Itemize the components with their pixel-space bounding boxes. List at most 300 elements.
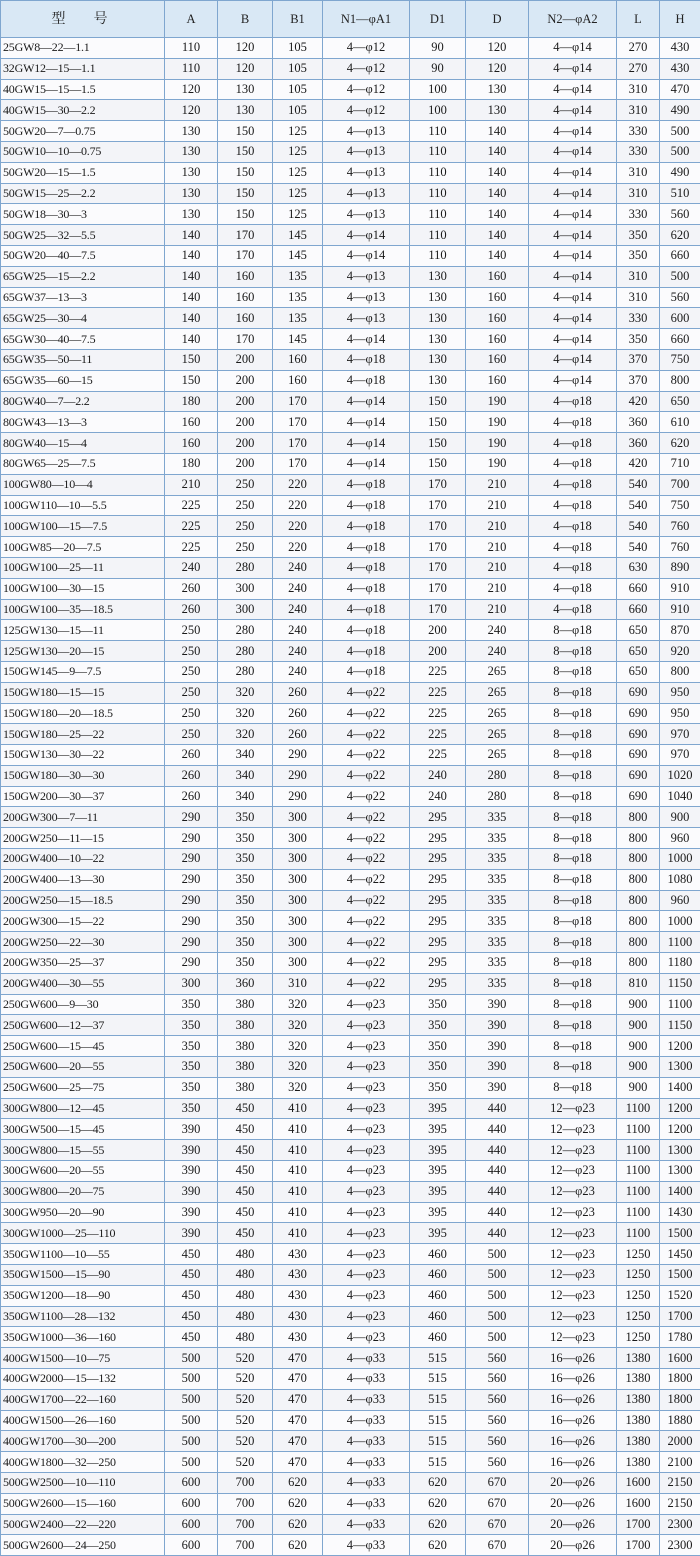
cell-n2-a2: 4—φ14 — [529, 141, 617, 162]
cell-h: 890 — [660, 557, 700, 578]
cell-b1: 470 — [273, 1431, 323, 1452]
cell-b: 480 — [218, 1265, 273, 1286]
cell-d: 130 — [466, 100, 529, 121]
cell-b1: 290 — [273, 786, 323, 807]
cell-l: 1600 — [617, 1472, 660, 1493]
cell-d: 240 — [466, 620, 529, 641]
cell-a: 225 — [165, 495, 218, 516]
cell-n1-a1: 4—φ22 — [323, 953, 410, 974]
cell-a: 450 — [165, 1306, 218, 1327]
table-row — [1, 58, 700, 79]
cell-b: 350 — [218, 807, 273, 828]
table-row — [1, 1327, 700, 1348]
cell-n1-a1: 4—φ13 — [323, 141, 410, 162]
cell-b: 450 — [218, 1098, 273, 1119]
cell-d1: 170 — [410, 495, 466, 516]
cell-b1: 260 — [273, 682, 323, 703]
cell-l: 800 — [617, 807, 660, 828]
cell-n1-a1: 4—φ18 — [323, 537, 410, 558]
cell-d: 140 — [466, 162, 529, 183]
cell-d: 210 — [466, 599, 529, 620]
cell-n2-a2: 16—φ26 — [529, 1431, 617, 1452]
cell-n1-a1: 4—φ22 — [323, 745, 410, 766]
cell-h: 1880 — [660, 1410, 700, 1431]
cell-n1-a1: 4—φ18 — [323, 620, 410, 641]
cell-model: 65GW25—30—4 — [1, 308, 165, 329]
cell-l: 1100 — [617, 1119, 660, 1140]
cell-d: 440 — [466, 1202, 529, 1223]
cell-n1-a1: 4—φ33 — [323, 1369, 410, 1390]
cell-n2-a2: 4—φ18 — [529, 578, 617, 599]
table-row — [1, 807, 700, 828]
cell-d: 190 — [466, 391, 529, 412]
cell-b1: 470 — [273, 1369, 323, 1390]
cell-b: 120 — [218, 58, 273, 79]
cell-n2-a2: 8—φ18 — [529, 661, 617, 682]
cell-h: 710 — [660, 453, 700, 474]
cell-n1-a1: 4—φ18 — [323, 370, 410, 391]
cell-l: 800 — [617, 953, 660, 974]
cell-b1: 470 — [273, 1410, 323, 1431]
cell-model: 80GW40—15—4 — [1, 433, 165, 454]
cell-h: 1800 — [660, 1389, 700, 1410]
cell-d: 140 — [466, 204, 529, 225]
cell-n2-a2: 16—φ26 — [529, 1452, 617, 1473]
cell-n1-a1: 4—φ23 — [323, 1327, 410, 1348]
cell-d1: 350 — [410, 1015, 466, 1036]
cell-a: 500 — [165, 1452, 218, 1473]
cell-a: 140 — [165, 225, 218, 246]
cell-n2-a2: 20—φ26 — [529, 1535, 617, 1556]
cell-n1-a1: 4—φ18 — [323, 516, 410, 537]
cell-n2-a2: 12—φ23 — [529, 1119, 617, 1140]
cell-b: 250 — [218, 516, 273, 537]
cell-b1: 220 — [273, 516, 323, 537]
table-row — [1, 1410, 700, 1431]
cell-b: 450 — [218, 1119, 273, 1140]
cell-d1: 170 — [410, 557, 466, 578]
cell-n1-a1: 4—φ18 — [323, 599, 410, 620]
cell-b: 340 — [218, 765, 273, 786]
cell-n1-a1: 4—φ23 — [323, 1161, 410, 1182]
cell-h: 490 — [660, 162, 700, 183]
cell-d: 335 — [466, 973, 529, 994]
cell-n1-a1: 4—φ22 — [323, 911, 410, 932]
cell-b1: 105 — [273, 79, 323, 100]
table-row — [1, 225, 700, 246]
cell-n2-a2: 4—φ14 — [529, 287, 617, 308]
cell-d1: 460 — [410, 1244, 466, 1265]
cell-b: 380 — [218, 1015, 273, 1036]
cell-n1-a1: 4—φ12 — [323, 58, 410, 79]
cell-n2-a2: 12—φ23 — [529, 1181, 617, 1202]
cell-l: 690 — [617, 682, 660, 703]
cell-model: 400GW1700—30—200 — [1, 1431, 165, 1452]
cell-l: 660 — [617, 599, 660, 620]
cell-n1-a1: 4—φ23 — [323, 1306, 410, 1327]
cell-d: 210 — [466, 474, 529, 495]
table-row — [1, 599, 700, 620]
cell-b: 520 — [218, 1452, 273, 1473]
cell-b1: 620 — [273, 1493, 323, 1514]
cell-d: 440 — [466, 1140, 529, 1161]
cell-b: 200 — [218, 433, 273, 454]
cell-h: 1020 — [660, 765, 700, 786]
cell-d1: 100 — [410, 100, 466, 121]
cell-n1-a1: 4—φ23 — [323, 1098, 410, 1119]
cell-b1: 125 — [273, 141, 323, 162]
cell-n2-a2: 20—φ26 — [529, 1514, 617, 1535]
cell-b: 150 — [218, 183, 273, 204]
cell-a: 290 — [165, 911, 218, 932]
table-row — [1, 1161, 700, 1182]
cell-model: 150GW145—9—7.5 — [1, 661, 165, 682]
cell-d1: 295 — [410, 849, 466, 870]
cell-l: 1600 — [617, 1493, 660, 1514]
cell-n1-a1: 4—φ18 — [323, 495, 410, 516]
cell-a: 390 — [165, 1223, 218, 1244]
cell-a: 500 — [165, 1389, 218, 1410]
cell-n1-a1: 4—φ22 — [323, 703, 410, 724]
cell-n2-a2: 4—φ14 — [529, 245, 617, 266]
cell-b1: 430 — [273, 1285, 323, 1306]
cell-b: 150 — [218, 141, 273, 162]
cell-d: 160 — [466, 329, 529, 350]
cell-n1-a1: 4—φ23 — [323, 1140, 410, 1161]
cell-h: 500 — [660, 141, 700, 162]
cell-l: 540 — [617, 474, 660, 495]
cell-n1-a1: 4—φ23 — [323, 994, 410, 1015]
cell-model: 150GW180—30—30 — [1, 765, 165, 786]
cell-b1: 125 — [273, 162, 323, 183]
cell-b1: 410 — [273, 1223, 323, 1244]
cell-d1: 295 — [410, 807, 466, 828]
cell-n1-a1: 4—φ23 — [323, 1077, 410, 1098]
cell-d: 140 — [466, 225, 529, 246]
cell-d: 560 — [466, 1348, 529, 1369]
cell-a: 110 — [165, 58, 218, 79]
header-n1-a1: N1—φA1 — [323, 1, 410, 38]
table-row — [1, 869, 700, 890]
table-row — [1, 1369, 700, 1390]
cell-l: 540 — [617, 516, 660, 537]
cell-l: 350 — [617, 225, 660, 246]
cell-model: 200GW250—15—18.5 — [1, 890, 165, 911]
cell-d: 335 — [466, 890, 529, 911]
cell-d: 240 — [466, 641, 529, 662]
cell-a: 250 — [165, 620, 218, 641]
cell-h: 960 — [660, 890, 700, 911]
header-model: 型号 — [1, 1, 165, 38]
cell-model: 80GW43—13—3 — [1, 412, 165, 433]
cell-n2-a2: 4—φ14 — [529, 308, 617, 329]
cell-h: 1040 — [660, 786, 700, 807]
cell-a: 240 — [165, 557, 218, 578]
cell-b1: 300 — [273, 869, 323, 890]
cell-h: 910 — [660, 578, 700, 599]
table-row — [1, 911, 700, 932]
cell-b: 520 — [218, 1431, 273, 1452]
cell-a: 500 — [165, 1431, 218, 1452]
cell-b1: 430 — [273, 1244, 323, 1265]
cell-b: 350 — [218, 869, 273, 890]
cell-n2-a2: 8—φ18 — [529, 932, 617, 953]
cell-model: 250GW600—9—30 — [1, 994, 165, 1015]
table-row — [1, 849, 700, 870]
cell-n2-a2: 8—φ18 — [529, 911, 617, 932]
cell-b: 350 — [218, 911, 273, 932]
table-row — [1, 932, 700, 953]
cell-b: 520 — [218, 1348, 273, 1369]
cell-h: 870 — [660, 620, 700, 641]
cell-a: 140 — [165, 308, 218, 329]
cell-a: 290 — [165, 849, 218, 870]
cell-n1-a1: 4—φ22 — [323, 786, 410, 807]
cell-b1: 240 — [273, 641, 323, 662]
cell-b1: 410 — [273, 1140, 323, 1161]
cell-n2-a2: 12—φ23 — [529, 1161, 617, 1182]
cell-h: 960 — [660, 828, 700, 849]
cell-l: 690 — [617, 724, 660, 745]
cell-n1-a1: 4—φ23 — [323, 1285, 410, 1306]
cell-h: 950 — [660, 703, 700, 724]
cell-d1: 90 — [410, 58, 466, 79]
cell-n2-a2: 4—φ18 — [529, 412, 617, 433]
table-row — [1, 1181, 700, 1202]
cell-d: 335 — [466, 869, 529, 890]
cell-a: 180 — [165, 391, 218, 412]
table-row — [1, 661, 700, 682]
cell-d1: 515 — [410, 1369, 466, 1390]
cell-l: 1700 — [617, 1514, 660, 1535]
cell-d1: 110 — [410, 183, 466, 204]
cell-n1-a1: 4—φ13 — [323, 204, 410, 225]
table-row — [1, 973, 700, 994]
cell-h: 2300 — [660, 1514, 700, 1535]
cell-model: 200GW400—13—30 — [1, 869, 165, 890]
table-row — [1, 994, 700, 1015]
cell-model: 500GW2400—22—220 — [1, 1514, 165, 1535]
cell-n1-a1: 4—φ18 — [323, 349, 410, 370]
table-row — [1, 433, 700, 454]
cell-d1: 295 — [410, 869, 466, 890]
cell-n2-a2: 8—φ18 — [529, 869, 617, 890]
cell-model: 40GW15—15—1.5 — [1, 79, 165, 100]
cell-d: 140 — [466, 183, 529, 204]
cell-l: 690 — [617, 786, 660, 807]
cell-b: 130 — [218, 100, 273, 121]
table-body — [1, 38, 700, 1556]
cell-n2-a2: 4—φ18 — [529, 495, 617, 516]
cell-h: 760 — [660, 537, 700, 558]
table-row — [1, 38, 700, 59]
cell-d1: 515 — [410, 1452, 466, 1473]
cell-h: 560 — [660, 204, 700, 225]
cell-b: 150 — [218, 204, 273, 225]
cell-n1-a1: 4—φ22 — [323, 828, 410, 849]
cell-n1-a1: 4—φ33 — [323, 1493, 410, 1514]
cell-d: 440 — [466, 1181, 529, 1202]
cell-n2-a2: 8—φ18 — [529, 1036, 617, 1057]
cell-n2-a2: 8—φ18 — [529, 1077, 617, 1098]
cell-l: 540 — [617, 495, 660, 516]
cell-model: 500GW2600—15—160 — [1, 1493, 165, 1514]
cell-b: 250 — [218, 537, 273, 558]
cell-a: 600 — [165, 1535, 218, 1556]
cell-d: 140 — [466, 141, 529, 162]
cell-h: 1700 — [660, 1306, 700, 1327]
cell-b: 520 — [218, 1369, 273, 1390]
cell-model: 65GW35—60—15 — [1, 370, 165, 391]
cell-n2-a2: 4—φ14 — [529, 370, 617, 391]
cell-n1-a1: 4—φ22 — [323, 807, 410, 828]
table-row — [1, 141, 700, 162]
cell-d: 265 — [466, 724, 529, 745]
cell-d1: 200 — [410, 620, 466, 641]
cell-n1-a1: 4—φ12 — [323, 79, 410, 100]
cell-b: 280 — [218, 661, 273, 682]
cell-b1: 240 — [273, 661, 323, 682]
cell-b: 360 — [218, 973, 273, 994]
cell-h: 610 — [660, 412, 700, 433]
cell-n2-a2: 4—φ14 — [529, 100, 617, 121]
cell-n2-a2: 4—φ14 — [529, 349, 617, 370]
cell-a: 300 — [165, 973, 218, 994]
cell-l: 310 — [617, 100, 660, 121]
cell-d1: 460 — [410, 1306, 466, 1327]
cell-model: 350GW1200—18—90 — [1, 1285, 165, 1306]
cell-n2-a2: 12—φ23 — [529, 1285, 617, 1306]
cell-d: 390 — [466, 1015, 529, 1036]
cell-n2-a2: 4—φ14 — [529, 225, 617, 246]
cell-model: 80GW40—7—2.2 — [1, 391, 165, 412]
cell-b: 380 — [218, 994, 273, 1015]
cell-n1-a1: 4—φ14 — [323, 329, 410, 350]
cell-model: 40GW15—30—2.2 — [1, 100, 165, 121]
cell-b1: 300 — [273, 828, 323, 849]
header-d1: D1 — [410, 1, 466, 38]
cell-l: 1250 — [617, 1327, 660, 1348]
cell-b1: 470 — [273, 1348, 323, 1369]
cell-b1: 145 — [273, 329, 323, 350]
cell-model: 300GW500—15—45 — [1, 1119, 165, 1140]
cell-d: 560 — [466, 1389, 529, 1410]
cell-b: 450 — [218, 1223, 273, 1244]
cell-n2-a2: 4—φ18 — [529, 516, 617, 537]
cell-l: 1250 — [617, 1265, 660, 1286]
cell-b: 450 — [218, 1161, 273, 1182]
cell-d: 160 — [466, 370, 529, 391]
table-row — [1, 1535, 700, 1556]
table-row — [1, 1202, 700, 1223]
cell-b1: 320 — [273, 1077, 323, 1098]
cell-d: 335 — [466, 953, 529, 974]
cell-n1-a1: 4—φ23 — [323, 1244, 410, 1265]
cell-n1-a1: 4—φ33 — [323, 1452, 410, 1473]
cell-d1: 130 — [410, 287, 466, 308]
cell-d: 500 — [466, 1285, 529, 1306]
cell-l: 900 — [617, 994, 660, 1015]
cell-d1: 130 — [410, 266, 466, 287]
cell-n1-a1: 4—φ14 — [323, 453, 410, 474]
cell-a: 260 — [165, 786, 218, 807]
table-row — [1, 162, 700, 183]
cell-h: 1500 — [660, 1265, 700, 1286]
cell-model: 250GW600—25—75 — [1, 1077, 165, 1098]
cell-l: 1380 — [617, 1389, 660, 1410]
cell-d1: 170 — [410, 474, 466, 495]
cell-b1: 125 — [273, 183, 323, 204]
cell-n2-a2: 4—φ14 — [529, 266, 617, 287]
cell-b: 200 — [218, 412, 273, 433]
cell-l: 690 — [617, 765, 660, 786]
cell-d1: 130 — [410, 370, 466, 391]
cell-a: 290 — [165, 890, 218, 911]
cell-n1-a1: 4—φ22 — [323, 869, 410, 890]
cell-h: 500 — [660, 121, 700, 142]
cell-n2-a2: 12—φ23 — [529, 1202, 617, 1223]
table-row — [1, 1119, 700, 1140]
cell-d: 210 — [466, 495, 529, 516]
cell-a: 260 — [165, 578, 218, 599]
cell-d1: 150 — [410, 453, 466, 474]
cell-h: 1150 — [660, 973, 700, 994]
cell-h: 1520 — [660, 1285, 700, 1306]
cell-b1: 105 — [273, 38, 323, 59]
table-row — [1, 329, 700, 350]
cell-n2-a2: 8—φ18 — [529, 1015, 617, 1036]
cell-h: 2100 — [660, 1452, 700, 1473]
cell-n2-a2: 8—φ18 — [529, 849, 617, 870]
cell-model: 200GW400—30—55 — [1, 973, 165, 994]
cell-model: 65GW30—40—7.5 — [1, 329, 165, 350]
cell-d: 265 — [466, 661, 529, 682]
table-row — [1, 349, 700, 370]
cell-n1-a1: 4—φ33 — [323, 1389, 410, 1410]
cell-model: 200GW300—15—22 — [1, 911, 165, 932]
cell-d1: 150 — [410, 412, 466, 433]
table-row — [1, 516, 700, 537]
cell-b1: 220 — [273, 474, 323, 495]
cell-model: 150GW200—30—37 — [1, 786, 165, 807]
cell-b1: 240 — [273, 557, 323, 578]
cell-n1-a1: 4—φ13 — [323, 121, 410, 142]
cell-h: 2150 — [660, 1493, 700, 1514]
cell-h: 970 — [660, 745, 700, 766]
cell-model: 65GW37—13—3 — [1, 287, 165, 308]
cell-l: 1250 — [617, 1244, 660, 1265]
cell-d1: 100 — [410, 79, 466, 100]
cell-model: 250GW600—15—45 — [1, 1036, 165, 1057]
cell-d: 560 — [466, 1431, 529, 1452]
cell-l: 420 — [617, 391, 660, 412]
cell-b1: 310 — [273, 973, 323, 994]
cell-l: 800 — [617, 828, 660, 849]
cell-n2-a2: 4—φ18 — [529, 557, 617, 578]
cell-l: 360 — [617, 433, 660, 454]
cell-h: 1780 — [660, 1327, 700, 1348]
cell-l: 900 — [617, 1057, 660, 1078]
cell-l: 310 — [617, 266, 660, 287]
cell-a: 140 — [165, 245, 218, 266]
cell-b: 350 — [218, 932, 273, 953]
table-row — [1, 474, 700, 495]
cell-a: 390 — [165, 1140, 218, 1161]
cell-a: 250 — [165, 641, 218, 662]
table-row — [1, 1057, 700, 1078]
cell-b1: 430 — [273, 1306, 323, 1327]
cell-a: 260 — [165, 599, 218, 620]
